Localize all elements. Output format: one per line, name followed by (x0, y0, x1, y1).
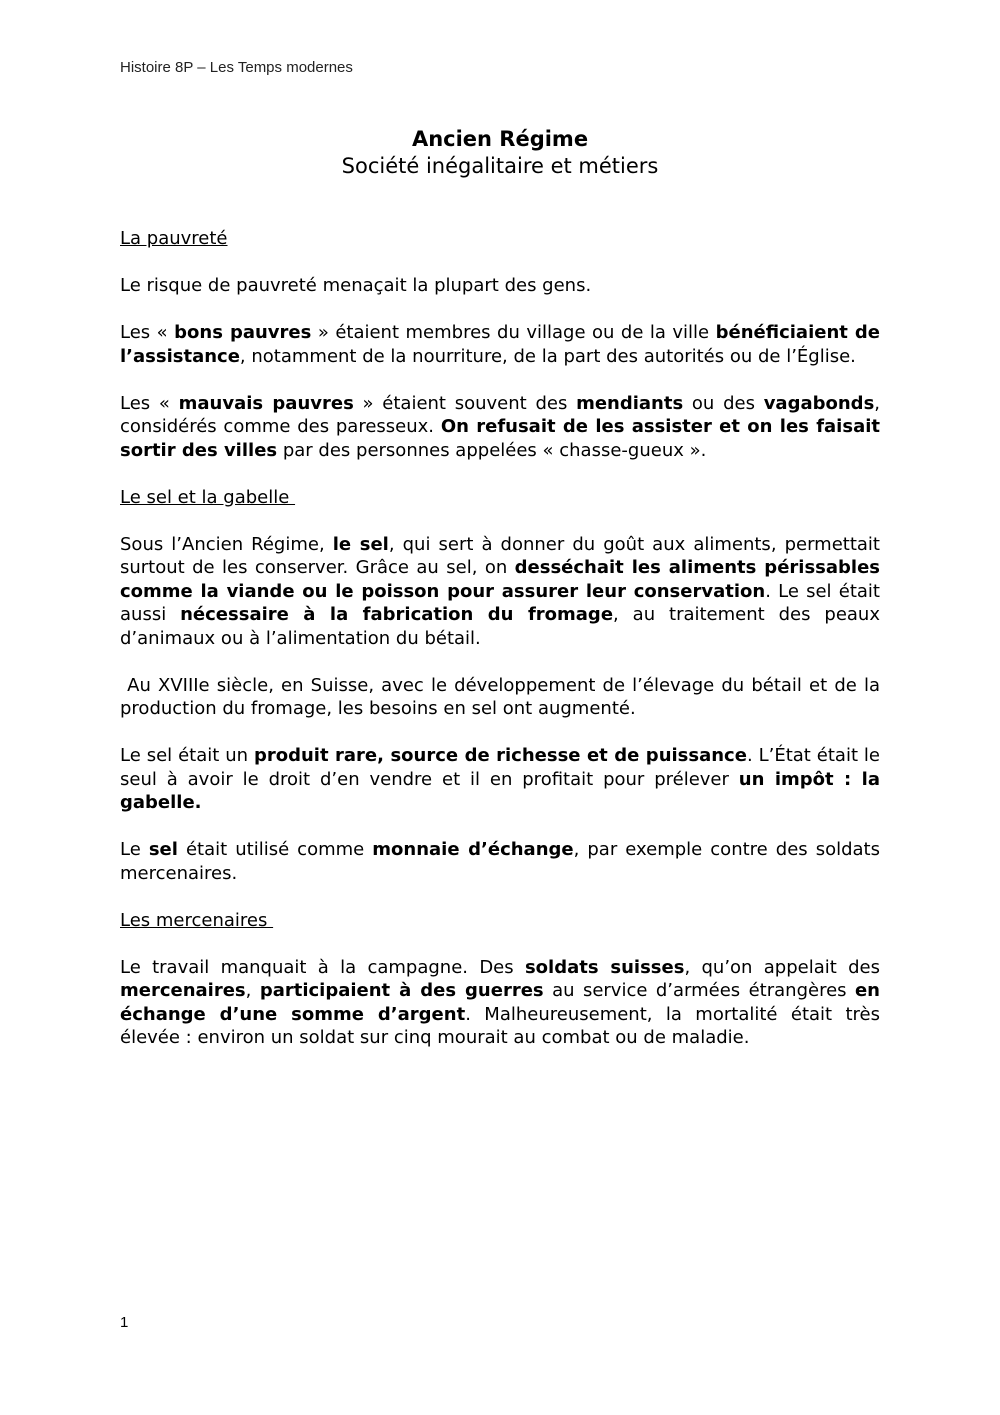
bold-run: On refusait de les assister et on les faisait sortir des villes (120, 416, 880, 461)
bold-run: un impôt : la gabelle. (120, 768, 880, 813)
paragraph-sel-monnaie (120, 838, 880, 885)
text-run: était utilisé comme (177, 839, 373, 860)
text-run: . L’État était le seul à avoir le droit d’en vendre et il en profitait pour prélever (120, 745, 881, 790)
bold-run: en échange d’une somme d’argent (120, 980, 880, 1025)
text-run: , qu’on appelait des (684, 956, 881, 978)
section-heading-mercenaires: Les mercenaires (120, 909, 274, 931)
page-header: Histoire 8P – Les Temps modernes (120, 59, 353, 76)
bold-run: mercenaires (120, 980, 246, 1001)
bold-run: bons pauvres (174, 322, 312, 343)
text-run: au service d’armées étrangères (543, 980, 855, 1001)
bold-run: mendiants (576, 392, 684, 414)
text-run: Le (120, 839, 149, 860)
text-run: Sous l’Ancien Régime, (120, 533, 333, 555)
bold-run: sel (148, 839, 178, 860)
section-heading-sel: Le sel et la gabelle (120, 486, 296, 508)
text-run: , qui sert à donner du goût aux aliments, permettait surtout de les conserver. Grâce au sel, on (120, 533, 880, 578)
document-title: Ancien Régime (411, 127, 589, 151)
bold-run: nécessaire à la fabrication du fromage (180, 604, 614, 625)
page-number: 1 (120, 1314, 129, 1331)
paragraph-bons-pauvres (120, 321, 880, 368)
text-run: , notamment de la nourriture, de la part des autorités ou de l’Église. (239, 345, 856, 367)
document-body (120, 227, 880, 1073)
bold-run: monnaie d’échange (372, 839, 574, 860)
bold-run: participaient à des guerres (259, 980, 544, 1001)
bold-run: bénéficiaient de l’assistance (120, 322, 880, 367)
text-run: . Le sel était aussi (120, 580, 880, 625)
paragraph-mauvais-pauvres (120, 392, 880, 463)
paragraph-pauvrete-intro: Le risque de pauvreté menaçait la plupart des gens. (120, 275, 592, 296)
section-heading-pauvrete: La pauvreté (120, 228, 228, 249)
bold-run: soldats suisses (524, 956, 685, 978)
bold-run: desséchait les aliments périssables comme la viande ou le poisson pour assurer leur conservation (120, 557, 880, 602)
bold-run: vagabonds (763, 392, 875, 414)
document-subtitle: Société inégalitaire et métiers (341, 154, 659, 178)
paragraph-sel-conservation (120, 533, 880, 651)
bold-run: produit rare, source de richesse et de puissance (253, 745, 747, 766)
bold-run: mauvais pauvres (178, 392, 354, 414)
text-run: Le sel était un (120, 745, 254, 766)
text-run: Les « (120, 392, 179, 414)
text-run: » étaient membres du village ou de la ville (311, 322, 716, 343)
paragraph-sel-gabelle (120, 744, 880, 815)
text-run: Le travail manquait à la campagne. Des (120, 956, 525, 978)
text-run: ou des (683, 392, 764, 414)
text-run: , par exemple contre des soldats mercenaires. (120, 839, 880, 884)
bold-run: le sel (332, 533, 389, 555)
text-run: , considérés comme des paresseux. (120, 392, 881, 437)
text-run: , au traitement des peaux d’animaux ou à l’alimentation du bétail. (120, 604, 880, 649)
text-run: . Malheureusement, la mortalité était très élevée : environ un soldat sur cinq mourait au combat ou de maladie. (120, 1003, 880, 1048)
text-run: Les « (120, 322, 175, 343)
paragraph-mercenaires (120, 956, 880, 1050)
paragraph-sel-xviiie: Au XVIIIe siècle, en Suisse, avec le développement de l’élevage du bétail et de la production du fromage, les besoins en sel ont augmenté. (120, 674, 880, 719)
title-block (120, 126, 880, 180)
text-run: » étaient souvent des (353, 392, 577, 414)
text-run: , (245, 980, 260, 1001)
text-run: par des personnes appelées « chasse-gueux ». (277, 439, 707, 461)
